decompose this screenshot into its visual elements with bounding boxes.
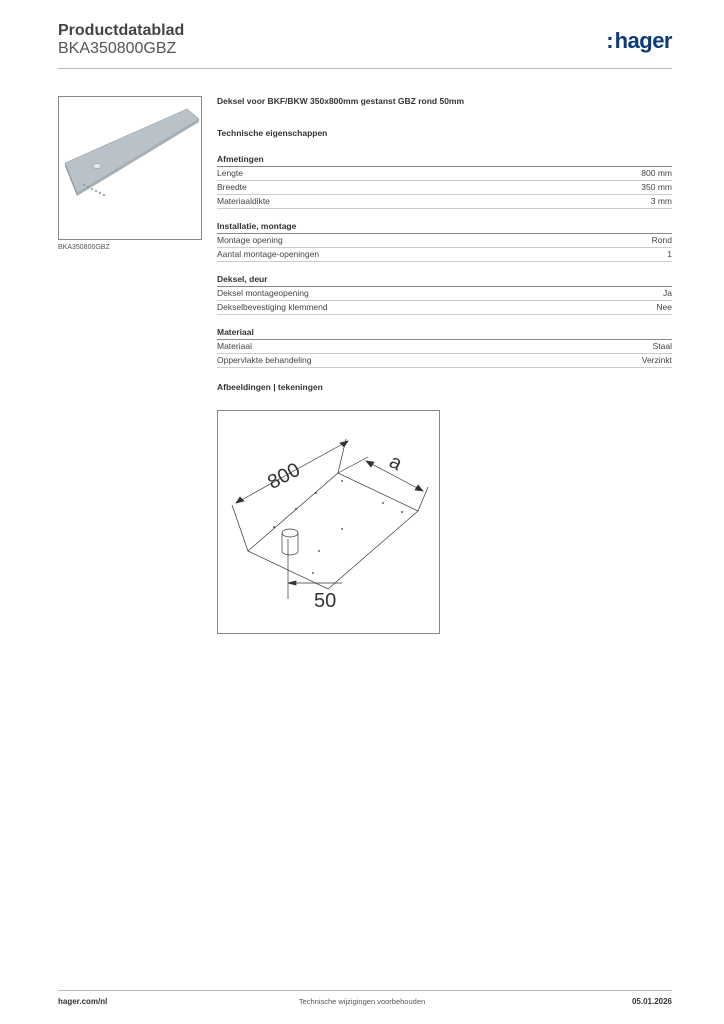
footer-website-link[interactable]: hager.com/nl xyxy=(58,997,108,1006)
spec-group-dimensions xyxy=(217,152,672,209)
spec-label: Deksel montageopening xyxy=(217,288,309,298)
spec-value: 350 mm xyxy=(641,182,672,192)
product-photo xyxy=(58,96,202,240)
header-divider xyxy=(58,68,672,69)
spec-label: Materiaal xyxy=(217,341,252,351)
dim-length-label: 800 xyxy=(264,458,304,494)
spec-value: Staal xyxy=(652,341,672,351)
spec-label: Lengte xyxy=(217,168,243,178)
spec-row xyxy=(217,248,672,262)
spec-group-material xyxy=(217,325,672,368)
spec-label: Oppervlakte behandeling xyxy=(217,355,312,365)
spec-group-cover xyxy=(217,272,672,315)
document-title: Productdatablad xyxy=(58,22,185,39)
spec-label: Materiaaldikte xyxy=(217,196,270,206)
footer-divider xyxy=(58,990,672,991)
specs-section-title: Technische eigenschappen xyxy=(217,128,328,138)
dim-hole-label: 50 xyxy=(314,590,337,612)
spec-row xyxy=(217,354,672,368)
spec-label: Aantal montage-openingen xyxy=(217,249,320,259)
spec-row xyxy=(217,340,672,354)
logo-text: hager xyxy=(614,28,672,53)
dim-width-label: a xyxy=(385,450,406,476)
spec-content xyxy=(217,96,672,396)
product-code: BKA350800GBZ xyxy=(58,40,177,57)
spec-row xyxy=(217,234,672,248)
spec-label: Dekselbevestiging klemmend xyxy=(217,302,328,312)
spec-row xyxy=(217,301,672,315)
spec-group-installation xyxy=(217,219,672,262)
photo-caption: BKA350800GBZ xyxy=(58,244,110,251)
spec-row xyxy=(217,287,672,301)
spec-value: 3 mm xyxy=(650,196,672,206)
spec-row xyxy=(217,195,672,209)
group-title: Materiaal xyxy=(217,325,672,340)
spec-value: Nee xyxy=(656,302,672,312)
images-section-title: Afbeeldingen | tekeningen xyxy=(217,382,323,392)
spec-label: Montage opening xyxy=(217,235,283,245)
group-title: Afmetingen xyxy=(217,152,672,167)
technical-drawing xyxy=(217,410,440,634)
hager-logo xyxy=(606,28,672,54)
spec-value: 1 xyxy=(667,249,672,259)
group-title: Deksel, deur xyxy=(217,272,672,287)
spec-value: Verzinkt xyxy=(641,355,672,365)
spec-value: 800 mm xyxy=(641,168,672,178)
spec-label: Breedte xyxy=(217,182,247,192)
product-description: Deksel voor BKF/BKW 350x800mm gestanst GBZ rond 50mm xyxy=(217,96,465,106)
footer-date: 05.01.2026 xyxy=(631,997,672,1006)
spec-row xyxy=(217,167,672,181)
logo-mark: : xyxy=(606,28,614,53)
spec-row xyxy=(217,181,672,195)
page-header xyxy=(58,22,672,68)
spec-value: Rond xyxy=(651,235,672,245)
spec-value: Ja xyxy=(663,288,672,298)
group-title: Installatie, montage xyxy=(217,219,672,234)
footer-disclaimer: Technische wijzigingen voorbehouden xyxy=(298,997,426,1006)
